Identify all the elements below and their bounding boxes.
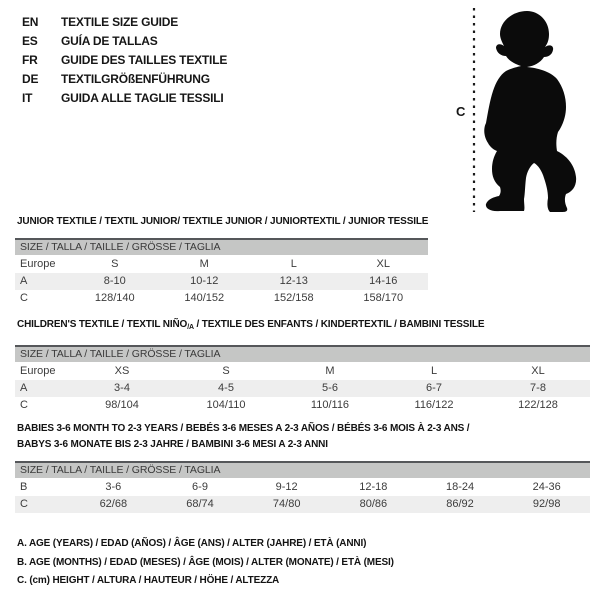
size-cell: 7-8 <box>530 382 546 394</box>
toddler-silhouette-path <box>484 11 576 212</box>
babies-table-title-line2: BABYS 3-6 MONATE BIS 2-3 JAHRE / BAMBINI 3-6 MESI A 2-3 ANNI <box>17 439 328 450</box>
row-label: A <box>20 275 28 287</box>
children-title-post: / TEXTILE DES ENFANTS / KINDERTEXTIL / BAMBINI TESSILE <box>193 319 485 330</box>
size-cell: 68/74 <box>186 498 214 510</box>
babies-row-b <box>15 478 590 496</box>
language-label: GUIDA ALLE TAGLIE TESSILI <box>61 90 224 105</box>
children-title-pre: CHILDREN'S TEXTILE / TEXTIL NIÑO <box>17 319 188 330</box>
size-cell: 152/158 <box>273 292 314 304</box>
size-cell: 98/104 <box>105 399 139 411</box>
size-column-header: M <box>199 258 209 270</box>
size-column-header: XL <box>376 258 390 270</box>
footnote-b: B. AGE (MONTHS) / EDAD (MESES) / ÂGE (MOIS) / ALTER (MONATE) / ETÀ (MESI) <box>17 556 394 568</box>
language-row-en <box>22 13 227 32</box>
junior-table-title: JUNIOR TEXTILE / TEXTIL JUNIOR/ TEXTILE JUNIOR / JUNIORTEXTIL / JUNIOR TESSILE <box>17 216 429 227</box>
size-column-header: L <box>430 365 438 377</box>
language-code: EN <box>22 15 39 30</box>
language-code: ES <box>22 34 38 49</box>
junior-region-row <box>15 255 428 273</box>
language-list <box>22 13 227 107</box>
language-code: IT <box>22 90 33 105</box>
language-row-it <box>22 88 227 107</box>
size-cell: 104/110 <box>206 399 246 411</box>
size-header-band: SIZE / TALLA / TAILLE / GRÖSSE / TAGLIA <box>15 240 428 255</box>
size-cell: 80/86 <box>359 498 388 510</box>
language-code: FR <box>22 52 38 67</box>
size-cell: 24-36 <box>532 481 561 493</box>
children-table-title <box>17 319 484 330</box>
junior-size-table <box>15 238 428 307</box>
language-row-es <box>22 32 227 51</box>
size-cell: 3-4 <box>114 382 130 394</box>
size-cell: 9-12 <box>275 481 298 493</box>
babies-row-c <box>15 496 590 513</box>
size-cell: 122/128 <box>518 399 558 411</box>
size-cell: 92/98 <box>532 498 561 510</box>
footnote-c: C. (cm) HEIGHT / ALTURA / HAUTEUR / HÖHE / ALTEZZA <box>17 575 280 587</box>
children-region-row <box>15 362 590 380</box>
junior-row-c <box>15 290 428 307</box>
junior-row-a <box>15 273 428 290</box>
size-cell: 6-7 <box>426 382 442 394</box>
size-cell: 62/68 <box>99 498 128 510</box>
region-label: Europe <box>20 258 56 270</box>
size-cell: 10-12 <box>190 275 219 287</box>
height-measure-label: C <box>456 104 466 119</box>
language-label: GUIDE DES TAILLES TEXTILE <box>61 52 228 67</box>
size-cell: 140/152 <box>184 292 225 304</box>
row-label: C <box>20 498 28 510</box>
size-column-header: S <box>222 365 230 377</box>
region-label: Europe <box>20 365 56 377</box>
size-cell: 110/116 <box>310 399 350 411</box>
size-cell: 3-6 <box>105 481 122 493</box>
size-cell: 5-6 <box>322 382 338 394</box>
size-column-header: L <box>290 258 297 270</box>
children-row-c <box>15 397 590 414</box>
language-row-fr <box>22 51 227 70</box>
footnotes <box>17 535 394 591</box>
size-header-band: SIZE / TALLA / TAILLE / GRÖSSE / TAGLIA <box>15 347 590 362</box>
row-label: A <box>20 382 28 394</box>
size-cell: 158/170 <box>363 292 404 304</box>
size-cell: 128/140 <box>94 292 135 304</box>
row-label: C <box>20 292 28 304</box>
size-cell: 116/122 <box>414 399 454 411</box>
language-row-de <box>22 69 227 88</box>
language-label: GUÍA DE TALLAS <box>61 34 158 49</box>
row-label: B <box>20 481 28 493</box>
size-cell: 8-10 <box>103 275 126 287</box>
footnote-a: A. AGE (YEARS) / EDAD (AÑOS) / ÂGE (ANS) / ALTER (JAHRE) / ETÀ (ANNI) <box>17 538 367 549</box>
size-column-header: S <box>111 258 119 270</box>
size-cell: 86/92 <box>446 498 474 510</box>
size-cell: 6-9 <box>192 481 208 493</box>
size-cell: 18-24 <box>445 481 475 493</box>
size-cell: 12-13 <box>279 275 308 287</box>
language-label: TEXTILGRÖßENFÜHRUNG <box>61 71 210 86</box>
language-label: TEXTILE SIZE GUIDE <box>61 15 179 30</box>
size-column-header: M <box>325 365 335 377</box>
size-column-header: XS <box>114 365 130 377</box>
row-label: C <box>20 399 28 411</box>
size-column-header: XL <box>531 365 545 377</box>
children-size-table <box>15 345 590 414</box>
size-cell: 14-16 <box>369 275 398 287</box>
children-title-subscript: /A <box>187 324 194 331</box>
language-code: DE <box>22 71 39 86</box>
size-cell: 74/80 <box>272 498 301 510</box>
size-cell: 12-18 <box>359 481 388 493</box>
babies-size-table <box>15 461 590 513</box>
size-cell: 4-5 <box>218 382 234 394</box>
children-row-a <box>15 380 590 397</box>
size-header-band: SIZE / TALLA / TAILLE / GRÖSSE / TAGLIA <box>15 463 590 478</box>
babies-table-title-line1: BABIES 3-6 MONTH TO 2-3 YEARS / BEBÉS 3-6 MESES A 2-3 AÑOS / BÉBÉS 3-6 MOIS À 2-3 ANS / <box>17 423 470 434</box>
